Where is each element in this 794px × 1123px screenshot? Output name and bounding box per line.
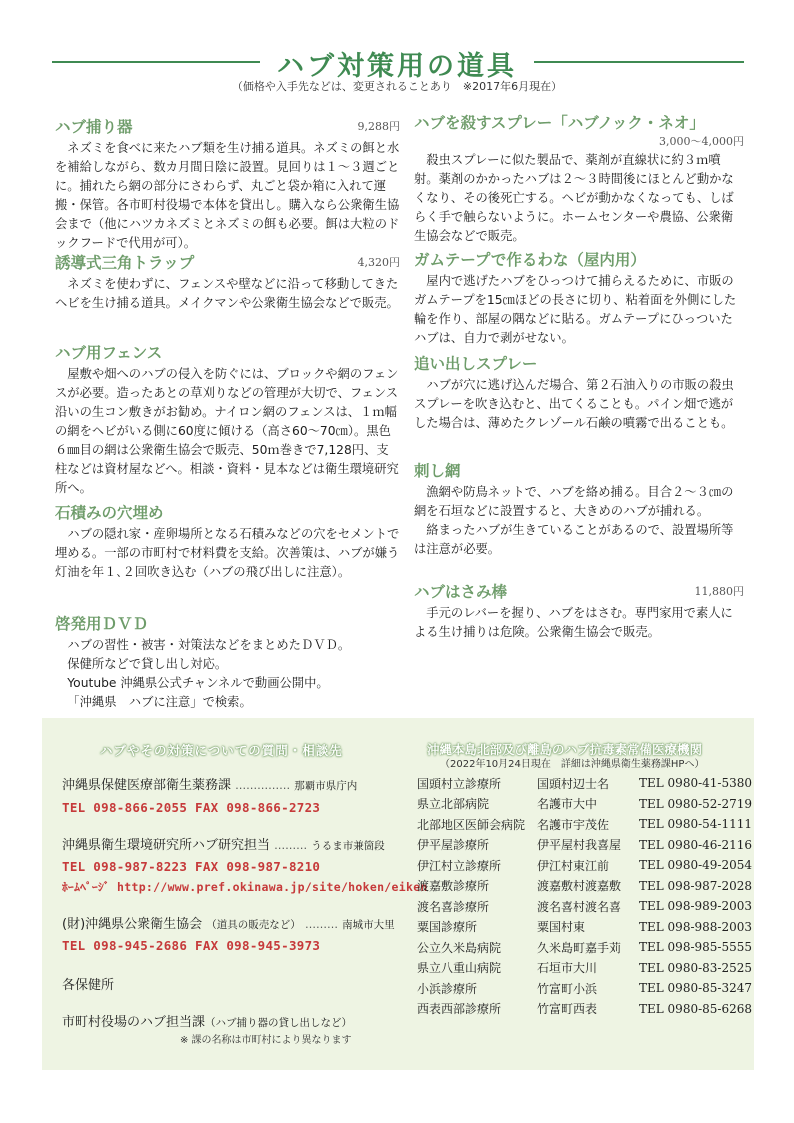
- section-text: 屋敷や畑へのハブの侵入を防ぐには、ブロックや網のフェンスが必要。造ったあとの草刈りなどの管理が大切で、フェンス沿いの生コン敷きがお勧め。ナイロン網のフェンスは、１ｍ幅の網をヘビがいる側に60度に傾ける（高さ60～70㎝）。黒色６㎜目の網は公衆衛生協会で販売、50ｍ巻きで7,128円、支柱などは資材屋などへ。相談・資料・見本などは衛生環境研究所へ。: [55, 367, 399, 495]
- clinic-name: 国頭村立診療所: [417, 776, 502, 791]
- clinic-name: 公立久米島病院: [417, 940, 502, 955]
- table-row: [417, 773, 752, 794]
- section-text: 殺虫スプレーに似た製品で、薬剤が直線状に約３ｍ噴射。薬剤のかかったハブは２～３時間後にほとんど動かなくなり、その後死亡する。ヘビが動かなくなっても、しばらく手で触らないように。ホームセンターや農協、公衆衛生協会などで販売。: [414, 153, 734, 243]
- municipal-office: [62, 1011, 352, 1030]
- section-title: 誘導式三角トラップ: [55, 254, 195, 272]
- clinic-name: 伊江村立診療所: [417, 858, 502, 873]
- section-text: ハブの習性・被害・対策法などをまとめたＤＶＤ。: [67, 638, 351, 652]
- page-title: ハブ対策用の道具: [277, 51, 517, 82]
- clinic-tel[interactable]: TEL 0980-83-2525: [639, 960, 753, 975]
- price: 11,880円: [694, 585, 744, 598]
- clinic-address: 石垣市大川: [537, 961, 598, 976]
- org-label: 沖縄県衛生環境研究所ハブ研究担当: [62, 838, 271, 853]
- clinic-tel[interactable]: TEL 098-989-2003: [639, 899, 753, 914]
- org-tel[interactable]: TEL 098-945-2686 FAX 098-945-3973: [62, 938, 321, 953]
- table-row: [417, 896, 752, 917]
- clinic-name: 伊平屋診療所: [417, 838, 490, 853]
- clinic-address: 渡嘉敷村渡嘉敷: [537, 879, 622, 894]
- table-row: [417, 814, 752, 835]
- table-row: [417, 855, 752, 876]
- section-title: ハブはさみ棒: [414, 583, 508, 601]
- section-text: ネズミを使わずに、フェンスや壁などに沿って移動してきたヘビを生け捕る道具。メイクマンや公衆衛生協会などで販売。: [55, 277, 399, 310]
- section-text: 絡まったハブが生きていることがあるので、設置場所等は注意が必要。: [414, 523, 734, 556]
- table-row: [417, 978, 752, 999]
- clinic-tel[interactable]: TEL 098-987-2028: [639, 878, 753, 893]
- clinic-name: 小浜診療所: [417, 981, 478, 996]
- clinic-tel[interactable]: TEL 0980-49-2054: [639, 858, 753, 873]
- clinic-tel[interactable]: TEL 0980-41-5380: [639, 776, 753, 791]
- org-location: 那覇市県庁内: [294, 780, 358, 792]
- clinic-tel[interactable]: TEL 0980-46-2116: [639, 837, 753, 852]
- clinic-address: 竹富町小浜: [537, 981, 598, 996]
- clinic-name: 西表西部診療所: [417, 1002, 502, 1017]
- org-website-link[interactable]: ﾎｰﾑﾍﾟｰｼﾞ http://www.pref.okinawa.jp/site/hoken/eiken: [62, 880, 428, 894]
- leader-dots: ………: [304, 918, 338, 931]
- org-name: [62, 834, 385, 853]
- price: 9,288円: [357, 120, 400, 133]
- org-note: （ハブ捕り器の貸し出しなど）: [205, 1017, 353, 1029]
- org-label: 市町村役場のハブ担当課: [62, 1015, 206, 1030]
- clinic-address: 伊江村東江前: [537, 858, 610, 873]
- clinic-tel[interactable]: TEL 0980-85-3247: [639, 981, 753, 996]
- clinic-address: 伊平屋村我喜屋: [537, 838, 622, 853]
- section-habu-trap: [55, 115, 400, 253]
- section-title: 啓発用ＤＶＤ: [55, 615, 149, 633]
- org-tel[interactable]: TEL 098-987-8223 FAX 098-987-8210: [62, 859, 321, 874]
- clinic-name: 渡名喜診療所: [417, 899, 490, 914]
- table-row: [417, 937, 752, 958]
- org-label: (財)沖縄県公衆衛生協会: [62, 917, 203, 932]
- section-dvd: [55, 612, 400, 712]
- section-net: [414, 459, 744, 559]
- org-location: 南城市大里: [342, 919, 395, 931]
- org-location: うるま市兼箇段: [311, 840, 385, 852]
- section-title: ハブ用フェンス: [55, 344, 163, 362]
- clinic-address: 久米島町嘉手苅: [537, 940, 622, 955]
- table-row: [417, 999, 752, 1020]
- clinic-name: 県立北部病院: [417, 797, 490, 812]
- clinic-tel[interactable]: TEL 0980-52-2719: [639, 796, 753, 811]
- clinic-tel[interactable]: TEL 098-988-2003: [639, 919, 753, 934]
- price: 3,000～4,000円: [659, 135, 744, 148]
- health-centers: 各保健所: [62, 978, 115, 993]
- section-tongs: [414, 580, 744, 642]
- section-title: ガムテープで作るわな（屋内用）: [414, 251, 646, 269]
- section-title: ハブ捕り器: [55, 118, 133, 136]
- clinic-name: 渡嘉敷診療所: [417, 879, 490, 894]
- clinic-name: 県立八重山病院: [417, 961, 502, 976]
- section-stone-wall: [55, 501, 400, 582]
- section-title: 追い出しスプレー: [414, 355, 538, 373]
- section-title: 刺し網: [414, 462, 461, 480]
- org-name: [62, 913, 395, 932]
- table-row: [417, 794, 752, 815]
- section-gum-tape: [414, 248, 744, 348]
- leader-dots: ………: [274, 839, 308, 852]
- section-text: 屋内で逃げたハブをひっつけて捕らえるために、市販のガムテープを15㎝ほどの長さに切り、粘着面を外側にした輪を作り、部屋の隅などに貼る。ガムテープにひっついたハブは、自力で剥がせない。: [414, 274, 737, 345]
- org-name: [62, 774, 357, 793]
- clinic-address: 名護市大中: [537, 797, 598, 812]
- section-spray: [414, 111, 744, 246]
- clinic-tel[interactable]: TEL 098-985-5555: [639, 940, 753, 955]
- clinics-subtitle: （2022年10月24日現在 詳細は沖縄県衛生薬務課HPへ）: [440, 759, 705, 770]
- section-text: 手元のレバーを握り、ハブをはさむ。専門家用で素人による生け捕りは危険。公衆衛生協会で販売。: [414, 606, 733, 639]
- clinic-address: 国頭村辺士名: [537, 776, 610, 791]
- section-text: 「沖縄県 ハブに注意」で検索。: [67, 695, 252, 709]
- table-row: [417, 958, 752, 979]
- table-row: [417, 876, 752, 897]
- leader-dots: ……………: [235, 779, 291, 792]
- clinic-address: 竹富町西表: [537, 1002, 598, 1017]
- contacts-heading: ハブやその対策についての質問・相談先: [100, 743, 343, 758]
- section-text: 漁網や防鳥ネットで、ハブを絡め捕る。目合２～３㎝の網を石垣などに設置すると、大きめのハブが捕れる。: [414, 485, 734, 518]
- clinic-tel[interactable]: TEL 0980-85-6268: [639, 1001, 753, 1016]
- table-row: [417, 835, 752, 856]
- clinic-name: 粟国診療所: [417, 920, 478, 935]
- price-note: （価格や入手先などは、変更されることあり ※2017年6月現在）: [231, 80, 563, 93]
- clinic-tel[interactable]: TEL 0980-54-1111: [639, 817, 753, 832]
- section-text: Youtube 沖縄県公式チャンネルで動画公開中。: [67, 676, 329, 690]
- section-text: 保健所などで貸し出し対応。: [67, 657, 228, 671]
- clinic-address: 粟国村東: [537, 920, 586, 935]
- org-tel[interactable]: TEL 098-866-2055 FAX 098-866-2723: [62, 800, 321, 815]
- section-text: ネズミを食べに来たハブ類を生け捕る道具。ネズミの餌と水を補給しながら、数カ月間日陰に設置。見回りは１～３週ごとに。捕れたら網の部分にさわらず、丸ごと袋か箱に入れて運搬・保管。各市町村役場で本体を貸出し。購入なら公衆衛生協会まで（他にハツカネズミとネズミの餌も必要。餌は大粒のドックフードで代用が可）。: [55, 141, 400, 250]
- clinic-table: [417, 773, 752, 1019]
- section-text: ハブの隠れ家・産卵場所となる石積みなどの穴をセメントで埋める。一部の市町村で材料費を支給。次善策は、ハブが嫌う灯油を年１､２回吹き込む（ハブの飛び出しに注意）。: [55, 527, 400, 579]
- table-row: [417, 917, 752, 938]
- clinics-heading: 沖縄本島北部及び離島のハブ抗毒素常備医療機関: [427, 742, 703, 757]
- section-triangle-trap: [55, 251, 400, 313]
- clinic-address: 名護市宇茂佐: [537, 817, 610, 832]
- section-title: 石積みの穴埋め: [55, 504, 164, 522]
- footnote: ※ 課の名称は市町村により異なります: [180, 1035, 352, 1046]
- section-text: ハブが穴に逃げ込んだ場合、第２石油入りの市販の殺虫スプレーを吹き込むと、出てくることも。パイン畑で逃がした場合は、薄めたクレゾール石鹸の噴霧で出ることも。: [414, 378, 734, 430]
- org-label: 沖縄県保健医療部衛生薬務課: [62, 778, 232, 793]
- section-title: ハブを殺すスプレー「ハブノック・ネオ」: [414, 114, 705, 132]
- price: 4,320円: [357, 256, 400, 269]
- section-fence: [55, 341, 400, 498]
- org-note: （道具の販売など）: [206, 919, 301, 931]
- clinic-name: 北部地区医師会病院: [417, 817, 526, 832]
- clinic-address: 渡名喜村渡名喜: [537, 899, 622, 914]
- section-flush-spray: [414, 352, 744, 433]
